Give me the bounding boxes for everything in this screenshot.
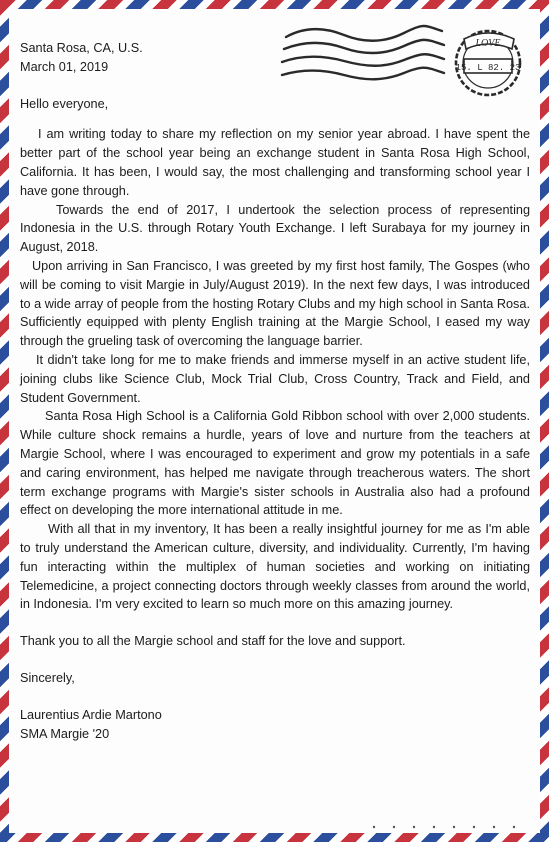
letter-paper	[9, 9, 540, 833]
signature-name: Laurentius Ardie Martono	[20, 707, 162, 722]
letter-paragraph-3: Upon arriving in San Francisco, I was greeted by my first host family, The Gospes (who will be coming to visit Margie in July/August 2019). In the next few days, I was introduced to a wide array of people from the hosting Rotary Clubs and my high school in Santa Rosa. Sufficiently equipped with plenty English training at the Margie School, I eased my way through the grueling task of overcoming the language barrier.	[20, 258, 530, 349]
letter-closing: Sincerely,	[20, 670, 75, 685]
postmark-banner-text: LOVE	[475, 38, 501, 49]
letter-paragraph-5: Santa Rosa High School is a California Gold Ribbon school with over 2,000 students. While culture shock remains a hurdle, years of love and nurture from the teachers at Margie School, where I was encouraged to experiment and grow my potentials in a safe and caring environment, has helped me navigate through treacherous waters. The short term exchange programs with Margie's sister schools in Australia also had a profound effect on developing the more international attitude in me.	[20, 409, 530, 518]
postmark-icon	[264, 15, 534, 107]
letter-paragraph-2: Towards the end of 2017, I undertook the selection process of representing Indonesia in the U.S. through Rotary Youth Exchange. I left Surabaya for my journey in August, 2018.	[20, 202, 530, 255]
letter-date: March 01, 2019	[20, 59, 109, 74]
letter-paragraph-6: With all that in my inventory, It has been a really insightful journey for me as I'm able to truly understand the American culture, diversity, and individuality. Currently, I'm having fun interacting within the multiplex of human societies and working on initiating Telemedicine, a project connecting doctors through weekly classes from around the world, in Indonesia. I'm very excited to learn so much more on this amazing journey.	[20, 522, 530, 612]
signature-affiliation: SMA Margie '20	[20, 726, 110, 741]
letter-paragraph-4: It didn't take long for me to make friends and immerse myself in an active student life, joining clubs like Science Club, Mock Trial Club, Cross Country, Track and Field, and Student Government.	[20, 352, 530, 405]
postmark-stamp	[264, 15, 534, 107]
postmark-date-text: 15. L 82. 23	[455, 63, 521, 73]
decorative-dots	[364, 824, 524, 830]
letter-location: Santa Rosa, CA, U.S.	[20, 41, 143, 55]
letter-thanks: Thank you to all the Margie school and staff for the love and support.	[20, 634, 406, 649]
letter-greeting: Hello everyone,	[20, 96, 109, 111]
letter-paragraph-1: I am writing today to share my reflection on my senior year abroad. I have spent the better part of the school year being an exchange student in Santa Rosa High School, California. It has been, I would say, the most challenging and transforming school year I have gone through.	[20, 127, 530, 198]
